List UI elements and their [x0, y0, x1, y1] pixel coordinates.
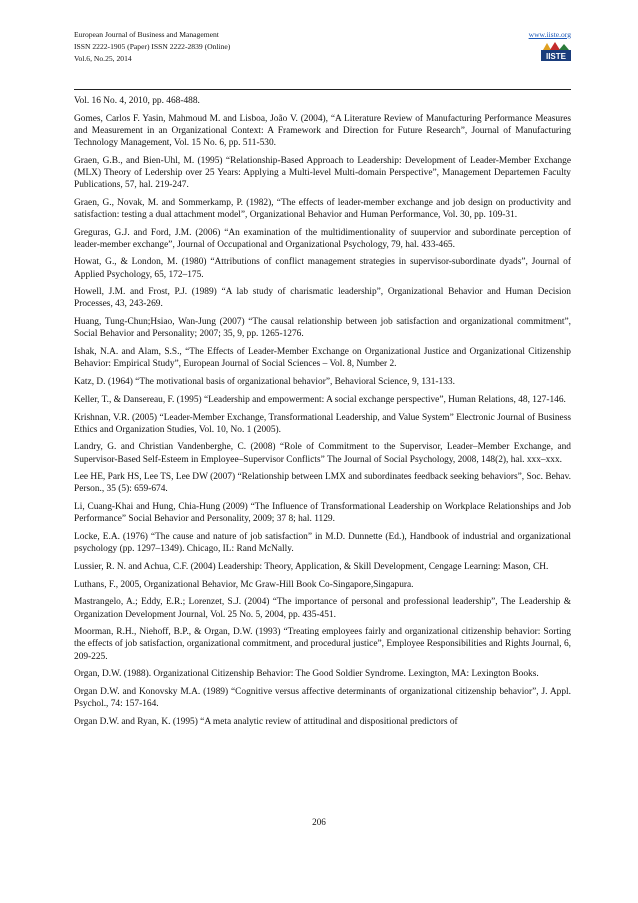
volume-line: Vol.6, No.25, 2014	[74, 54, 132, 63]
reference-entry: Moorman, R.H., Niehoff, B.P., & Organ, D.W. (1993) “Treating employees fairly and organizational citizenship behavior: Sorting the effects of job satisfaction, organizational commitment, and procedural justice”, Employee Responsibilities and Rights Journal, 6, 209-225.	[74, 627, 571, 662]
reference-entry: Graen, G., Novak, M. and Sommerkamp, P. (1982), “The effects of leader-member exchange and job design on productivity and satisfaction: testing a dual attachment model”, Organizational Behavior and Human Performance, Vol. 30, pp. 109-31.	[74, 197, 571, 220]
reference-list	[74, 95, 571, 734]
logo-text: IISTE	[545, 52, 567, 61]
page-header	[74, 29, 571, 65]
page-number: 206	[312, 817, 326, 827]
reference-entry: Graen, G.B., and Bien-Uhl, M. (1995) “Relationship-Based Approach to Leadership: Development of Leader-Member Exchange (MLX) Theory of Ledership over 25 Years: Applying a Multi-level Multi-domain Perspective”, Management Departemen Faculty Publications, 57, hal. 219-247.	[74, 155, 571, 190]
reference-entry: Organ, D.W. (1988). Organizational Citizenship Behavior: The Good Soldier Syndrome. Lexington, MA: Lexington Books.	[74, 669, 539, 680]
reference-entry: Huang, Tung-Chun;Hsiao, Wan-Jung (2007) “The causal relationship between job satisfaction and organizational commitment”, Social Behavior and Personality; 2007; 35, 9, pp. 1265-1276.	[74, 317, 571, 340]
iiste-logo	[541, 41, 571, 61]
reference-entry: Landry, G. and Christian Vandenberghe, C. (2008) “Role of Commitment to the Supervisor, Leader–Member Exchange, and Supervisor-Based Self-Esteem in Employee–Supervisor Conflicts” The Journal of Social Psychology, 2008, 148(2), hal. xxx–xxx.	[74, 442, 571, 465]
reference-entry: Howell, J.M. and Frost, P.J. (1989) “A lab study of charismatic leadership”, Organizational Behavior and Human Decision Processes, 43, 243-269.	[74, 287, 571, 310]
reference-entry: Katz, D. (1964) “The motivational basis of organizational behavior”, Behavioral Science, 9, 131-133.	[74, 376, 455, 387]
header-rule	[74, 89, 571, 90]
reference-entry: Gomes, Carlos F. Yasin, Mahmoud M. and Lisboa, João V. (2004), “A Literature Review of Manufacturing Performance Measures and Measurement in an Organizational Context: A Framework and Direction for Future Research”, Journal of Manufacturing Technology Management, Vol. 15 No. 6, pp. 511-530.	[74, 113, 571, 148]
reference-entry: Keller, T., & Dansereau, F. (1995) “Leadership and empowerment: A social exchange perspective”, Human Relations, 48, 127-146.	[74, 394, 566, 405]
reference-entry: Organ D.W. and Ryan, K. (1995) “A meta analytic review of attitudinal and dispositional predictors of	[74, 716, 458, 727]
reference-entry: Howat, G., & London, M. (1980) “Attributions of conflict management strategies in supervisor-subordinate dyads”, Journal of Applied Psychology, 65, 172–175.	[74, 257, 571, 280]
reference-entry: Locke, E.A. (1976) “The cause and nature of job satisfaction” in M.D. Dunnette (Ed.), Handbook of industrial and organizational psychology (pp. 1297–1349). Chicago, IL: Rand McNally.	[74, 532, 571, 555]
reference-entry: Vol. 16 No. 4, 2010, pp. 468-488.	[74, 96, 200, 106]
reference-entry: Krishnan, V.R. (2005) “Leader-Member Exchange, Transformational Leadership, and Value System” Electronic Journal of Business Ethics and Organization Studies, Vol. 10, No. 1 (2005).	[74, 412, 571, 435]
reference-entry: Lee HE, Park HS, Lee TS, Lee DW (2007) “Relationship between LMX and subordinates feedback seeking behaviors”, Soc. Behav. Person., 35 (5): 659-674.	[74, 472, 571, 495]
reference-entry: Luthans, F., 2005, Organizational Behavior, Mc Graw-Hill Book Co-Singapore,Singapura.	[74, 579, 414, 590]
reference-entry: Ishak, N.A. and Alam, S.S., “The Effects of Leader-Member Exchange on Organizational Justice and Organizational Citizenship Behavior: Empirical Study”, European Journal of Social Sciences – Vol. 8, Number 2.	[74, 347, 571, 370]
reference-entry: Li, Cuang-Khai and Hung, Chia-Hung (2009) “The Influence of Transformational Leadership on Workplace Relationships and Job Performance” Social Behavior and Personality, 2009; 37 8; hal. 1129.	[74, 502, 571, 525]
reference-entry: Greguras, G.J. and Ford, J.M. (2006) “An examination of the multidimentionality of suupervior and subordinate perception of leader-member exchange”, Journal of Occupational and Organizational Psychology, 79, hal. 433-465.	[74, 227, 571, 250]
reference-entry: Lussier, R. N. and Achua, C.F. (2004) Leadership: Theory, Application, & Skill Development, Cengage Learning: Mason, CH.	[74, 561, 549, 572]
reference-entry: Organ D.W. and Konovsky M.A. (1989) “Cognitive versus affective determinants of organizational citizenship behavior”, J. Appl. Psychol., 74: 157-164.	[74, 687, 571, 710]
journal-name: European Journal of Business and Management	[74, 30, 219, 39]
reference-entry: Mastrangelo, A.; Eddy, E.R.; Lorenzet, S.J. (2004) “The importance of personal and professional leadership”, The Leadership & Organization Development Journal, Vol. 25 No. 5, 2004, pp. 435-451.	[74, 597, 571, 620]
journal-url-link[interactable]: www.iiste.org	[528, 30, 571, 39]
issn-line: ISSN 2222-1905 (Paper) ISSN 2222-2839 (Online)	[74, 42, 231, 51]
